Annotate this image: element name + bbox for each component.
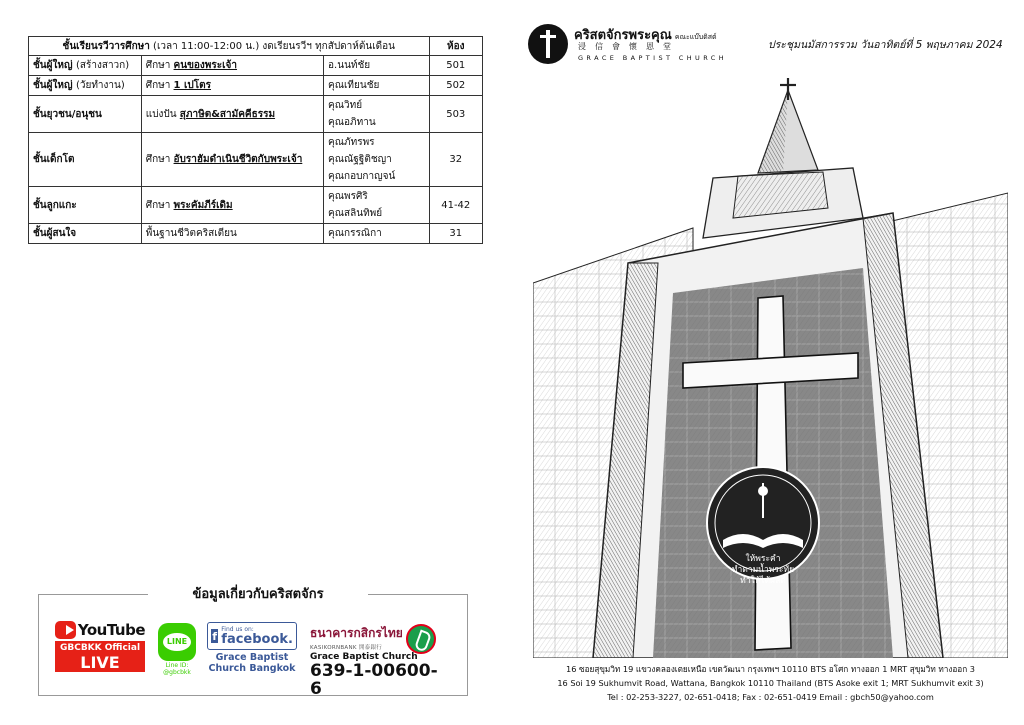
emblem-line-1: ให้พระคำ (745, 554, 781, 564)
church-info-title: ข้อมูลเกี่ยวกับคริสตจักร (148, 583, 368, 604)
room-cell: 501 (429, 56, 483, 76)
teacher-name: คุณพรศิริ (328, 191, 368, 202)
class-name-cell: ชั้นผู้ใหญ่ (วัยทำงาน) (29, 76, 142, 96)
facebook-badge[interactable] (207, 622, 297, 674)
youtube-play-icon (55, 621, 76, 639)
emblem-line-2: ทำตามน้ำพระทัย (731, 565, 795, 575)
table-row (29, 133, 483, 187)
teacher-name: คุณณัฐฐิติชญา (328, 154, 392, 165)
line-id: Line ID: @gbcbkk (163, 662, 191, 676)
class-name-cell: ชั้นยุวชน/อนุชน (29, 96, 142, 133)
address-contact: Tel : 02-253-3227, 02-651-0418; Fax : 02-651-0419 Email : gbch50@yahoo.com (607, 692, 934, 702)
table-header-row (29, 37, 483, 56)
church-name-en: GRACE BAPTIST CHURCH (578, 54, 728, 62)
address-en: 16 Soi 19 Sukhumvit Road, Wattana, Bangkok 10110 Thailand (BTS Asoke exit 1; MRT Sukhumvit exit 3) (557, 678, 984, 688)
teacher-name: คุณเทียนชัย (328, 80, 380, 91)
facebook-find-us: Find us on: (221, 626, 254, 633)
teacher-cell (324, 76, 429, 96)
line-label: LINE (163, 633, 191, 651)
room-header: ห้อง (429, 37, 483, 56)
spire (758, 78, 818, 173)
table-row (29, 96, 483, 133)
table-row (29, 56, 483, 76)
class-name-cell: ชั้นลูกแกะ (29, 187, 142, 224)
teacher-cell (324, 224, 429, 244)
service-date: ประชุมนมัสการรวม วันอาทิตย์ที่ 5 พฤษภาคม 2024 (768, 39, 1003, 51)
topic-cell: พื้นฐานชีวิตคริสเตียน (141, 224, 323, 244)
topic-cell: ศึกษา 1 เปโตร (141, 76, 323, 96)
church-name-zh: 浸信會懷恩堂 (578, 42, 680, 51)
table-row (29, 76, 483, 96)
teacher-name: คุณอภิทาน (328, 117, 376, 128)
bank-name-en: KASIKORNBANK 開泰銀行 (310, 645, 383, 651)
table-title-time: (เวลา 11:00-12:00 น.) งดเรียนรวีฯ ทุกสัปดาห์ต้นเดือน (153, 40, 395, 52)
facebook-page-name-1: Grace Baptist (215, 652, 289, 663)
youtube-channel: GBCBKK Official (59, 643, 141, 653)
teacher-name: อ.นนท์ชัย (328, 60, 371, 71)
facebook-page-name-2: Church Bangkok (208, 663, 296, 674)
line-app-icon[interactable] (158, 623, 196, 661)
bank-name-th: ธนาคารกสิกรไทย (310, 626, 403, 640)
youtube-live-label: LIVE (80, 653, 120, 672)
youtube-wordmark: YouTube (77, 621, 145, 639)
table-title-main: ชั้นเรียนรวีวารศึกษา (62, 40, 150, 52)
teacher-name: คุณภัทรพร (328, 137, 375, 148)
topic-cell: ศึกษา คนของพระเจ้า (141, 56, 323, 76)
bank-account-number: 639-1-00600-6 (310, 661, 438, 699)
room-cell: 31 (429, 224, 483, 244)
topic-cell: ศึกษา พระคัมภีร์เดิม (141, 187, 323, 224)
church-building-illustration (533, 78, 1008, 658)
teacher-cell (324, 133, 429, 187)
church-address (533, 662, 1008, 704)
bank-account-name: Grace Baptist Church (310, 652, 418, 662)
church-name-th: คริสตจักรพระคุณ คณะแบ๊บติสต์ (574, 28, 717, 43)
teacher-name: คุณกอบกาญจน์ (328, 171, 396, 182)
teacher-name: คุณวิทย์ (328, 100, 363, 111)
schedule-body (29, 56, 483, 244)
room-cell: 32 (429, 133, 483, 187)
emblem-line-3: ทำให้ได้ผลดี (740, 576, 786, 586)
class-name-cell: ชั้นผู้สนใจ (29, 224, 142, 244)
youtube-live-badge[interactable] (55, 621, 145, 672)
table-row (29, 187, 483, 224)
facebook-f-icon: f (212, 630, 218, 643)
topic-cell: แบ่งปัน สุภาษิต&สามัคคีธรรม (141, 96, 323, 133)
teacher-cell (324, 96, 429, 133)
address-th: 16 ซอยสุขุมวิท 19 แขวงคลองเตยเหนือ เขตวัฒนา กรุงเทพฯ 10110 BTS อโศก ทางออก 1 MRT สุขุมวิท ทางออก 3 (566, 664, 975, 674)
class-name-cell: ชั้นเด็กโต (29, 133, 142, 187)
table-title (29, 37, 430, 56)
facebook-wordmark: facebook. (221, 632, 293, 647)
sunday-school-table (28, 36, 483, 244)
room-cell: 503 (429, 96, 483, 133)
kbank-leaf-icon (406, 624, 436, 654)
teacher-cell (324, 187, 429, 224)
teacher-cell (324, 56, 429, 76)
room-cell: 41-42 (429, 187, 483, 224)
teacher-name: คุณกรรณิกา (328, 228, 382, 239)
table-row (29, 224, 483, 244)
class-name-cell: ชั้นผู้ใหญ่ (สร้างสาวก) (29, 56, 142, 76)
church-name-th-sub: คณะแบ๊บติสต์ (674, 33, 717, 41)
cross-circle-icon (528, 24, 568, 64)
teacher-name: คุณสลินทิพย์ (328, 208, 383, 219)
room-cell: 502 (429, 76, 483, 96)
topic-cell: ศึกษา อับราฮัมดำเนินชีวิตกับพระเจ้า (141, 133, 323, 187)
